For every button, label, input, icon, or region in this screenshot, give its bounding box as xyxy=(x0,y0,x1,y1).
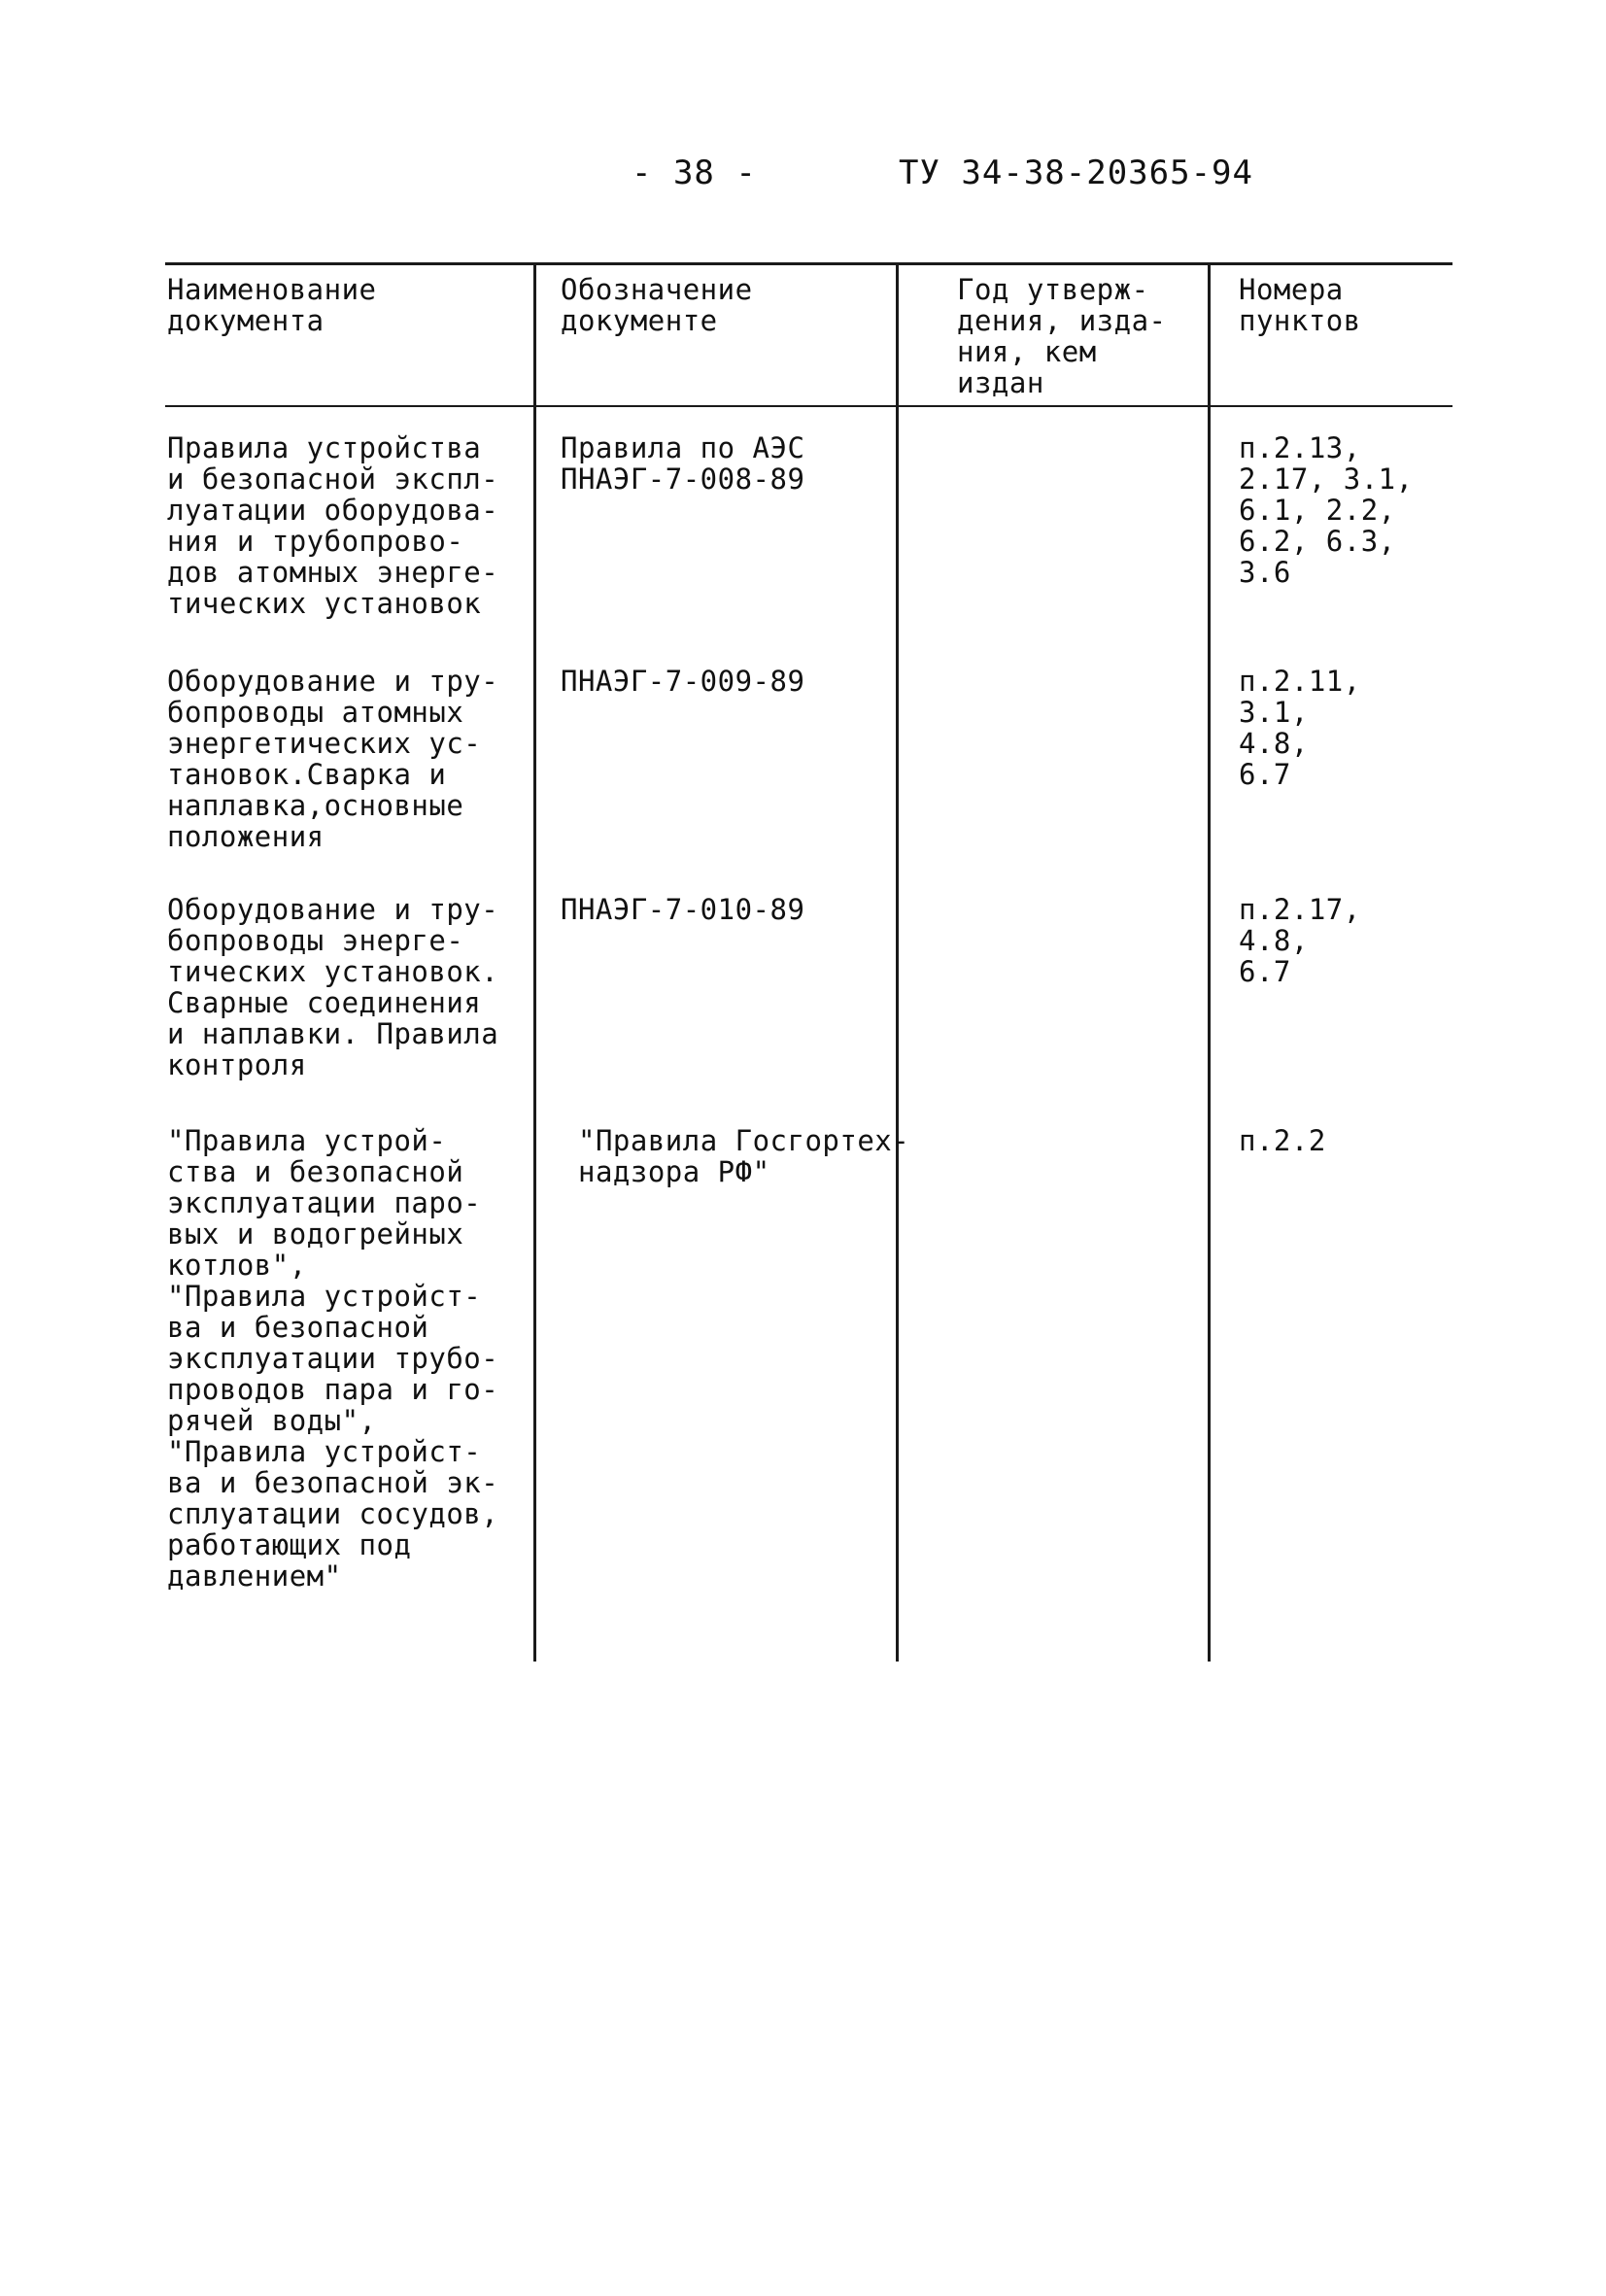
item-numbers-cell: п.2.2 xyxy=(1239,1124,1326,1157)
table-top-rule xyxy=(165,262,1452,265)
designation-cell: "Правила Госгортех- надзора РФ" xyxy=(578,1124,910,1188)
column-header-approval-year: Год утверж- дения, изда- ния, кем издан xyxy=(957,273,1167,399)
item-numbers-cell: п.2.11, 3.1, 4.8, 6.7 xyxy=(1239,665,1361,791)
designation-cell: ПНАЭГ-7-009-89 xyxy=(561,665,805,698)
document-name-cell: "Правила устрой- ства и безопасной эксплуатации паро- вых и водогрейных котлов", "Правила устройст- ва и безопасной эксплуатации трубо- проводов пара и го- рячей воды", "Правила устройст- ва и безопасной эк- сплуатации сосудов, работающих под давлением" xyxy=(167,1124,499,1593)
column-header-item-numbers: Номера пунктов xyxy=(1239,273,1361,337)
document-name-cell: Оборудование и тру- бопроводы атомных энергетических ус- тановок.Сварка и наплавка,основные положения xyxy=(167,665,499,853)
reference-documents-table xyxy=(165,262,1452,1671)
column-divider-1 xyxy=(533,262,536,1662)
item-numbers-cell: п.2.17, 4.8, 6.7 xyxy=(1239,893,1361,988)
column-divider-3 xyxy=(1208,262,1211,1662)
item-numbers-cell: п.2.13, 2.17, 3.1, 6.1, 2.2, 6.2, 6.3, 3.6 xyxy=(1239,431,1414,589)
column-header-designation: Обозначение документе xyxy=(561,273,753,337)
designation-cell: ПНАЭГ-7-010-89 xyxy=(561,893,805,926)
document-name-cell: Правила устройства и безопасной экспл- луатации оборудова- ния и трубопрово- дов атомных энерге- тических установок xyxy=(167,431,499,620)
designation-cell: Правила по АЭС ПНАЭГ-7-008-89 xyxy=(561,431,805,496)
page-number: - 38 - xyxy=(632,154,757,192)
table-header-rule xyxy=(165,405,1452,407)
column-header-document-name: Наименование документа xyxy=(167,273,377,337)
document-name-cell: Оборудование и тру- бопроводы энерге- тических установок. Сварные соединения и наплавки. Правила контроля xyxy=(167,893,499,1081)
column-divider-2 xyxy=(896,262,899,1662)
document-code: ТУ 34-38-20365-94 xyxy=(899,154,1253,192)
page-header xyxy=(0,146,1606,204)
